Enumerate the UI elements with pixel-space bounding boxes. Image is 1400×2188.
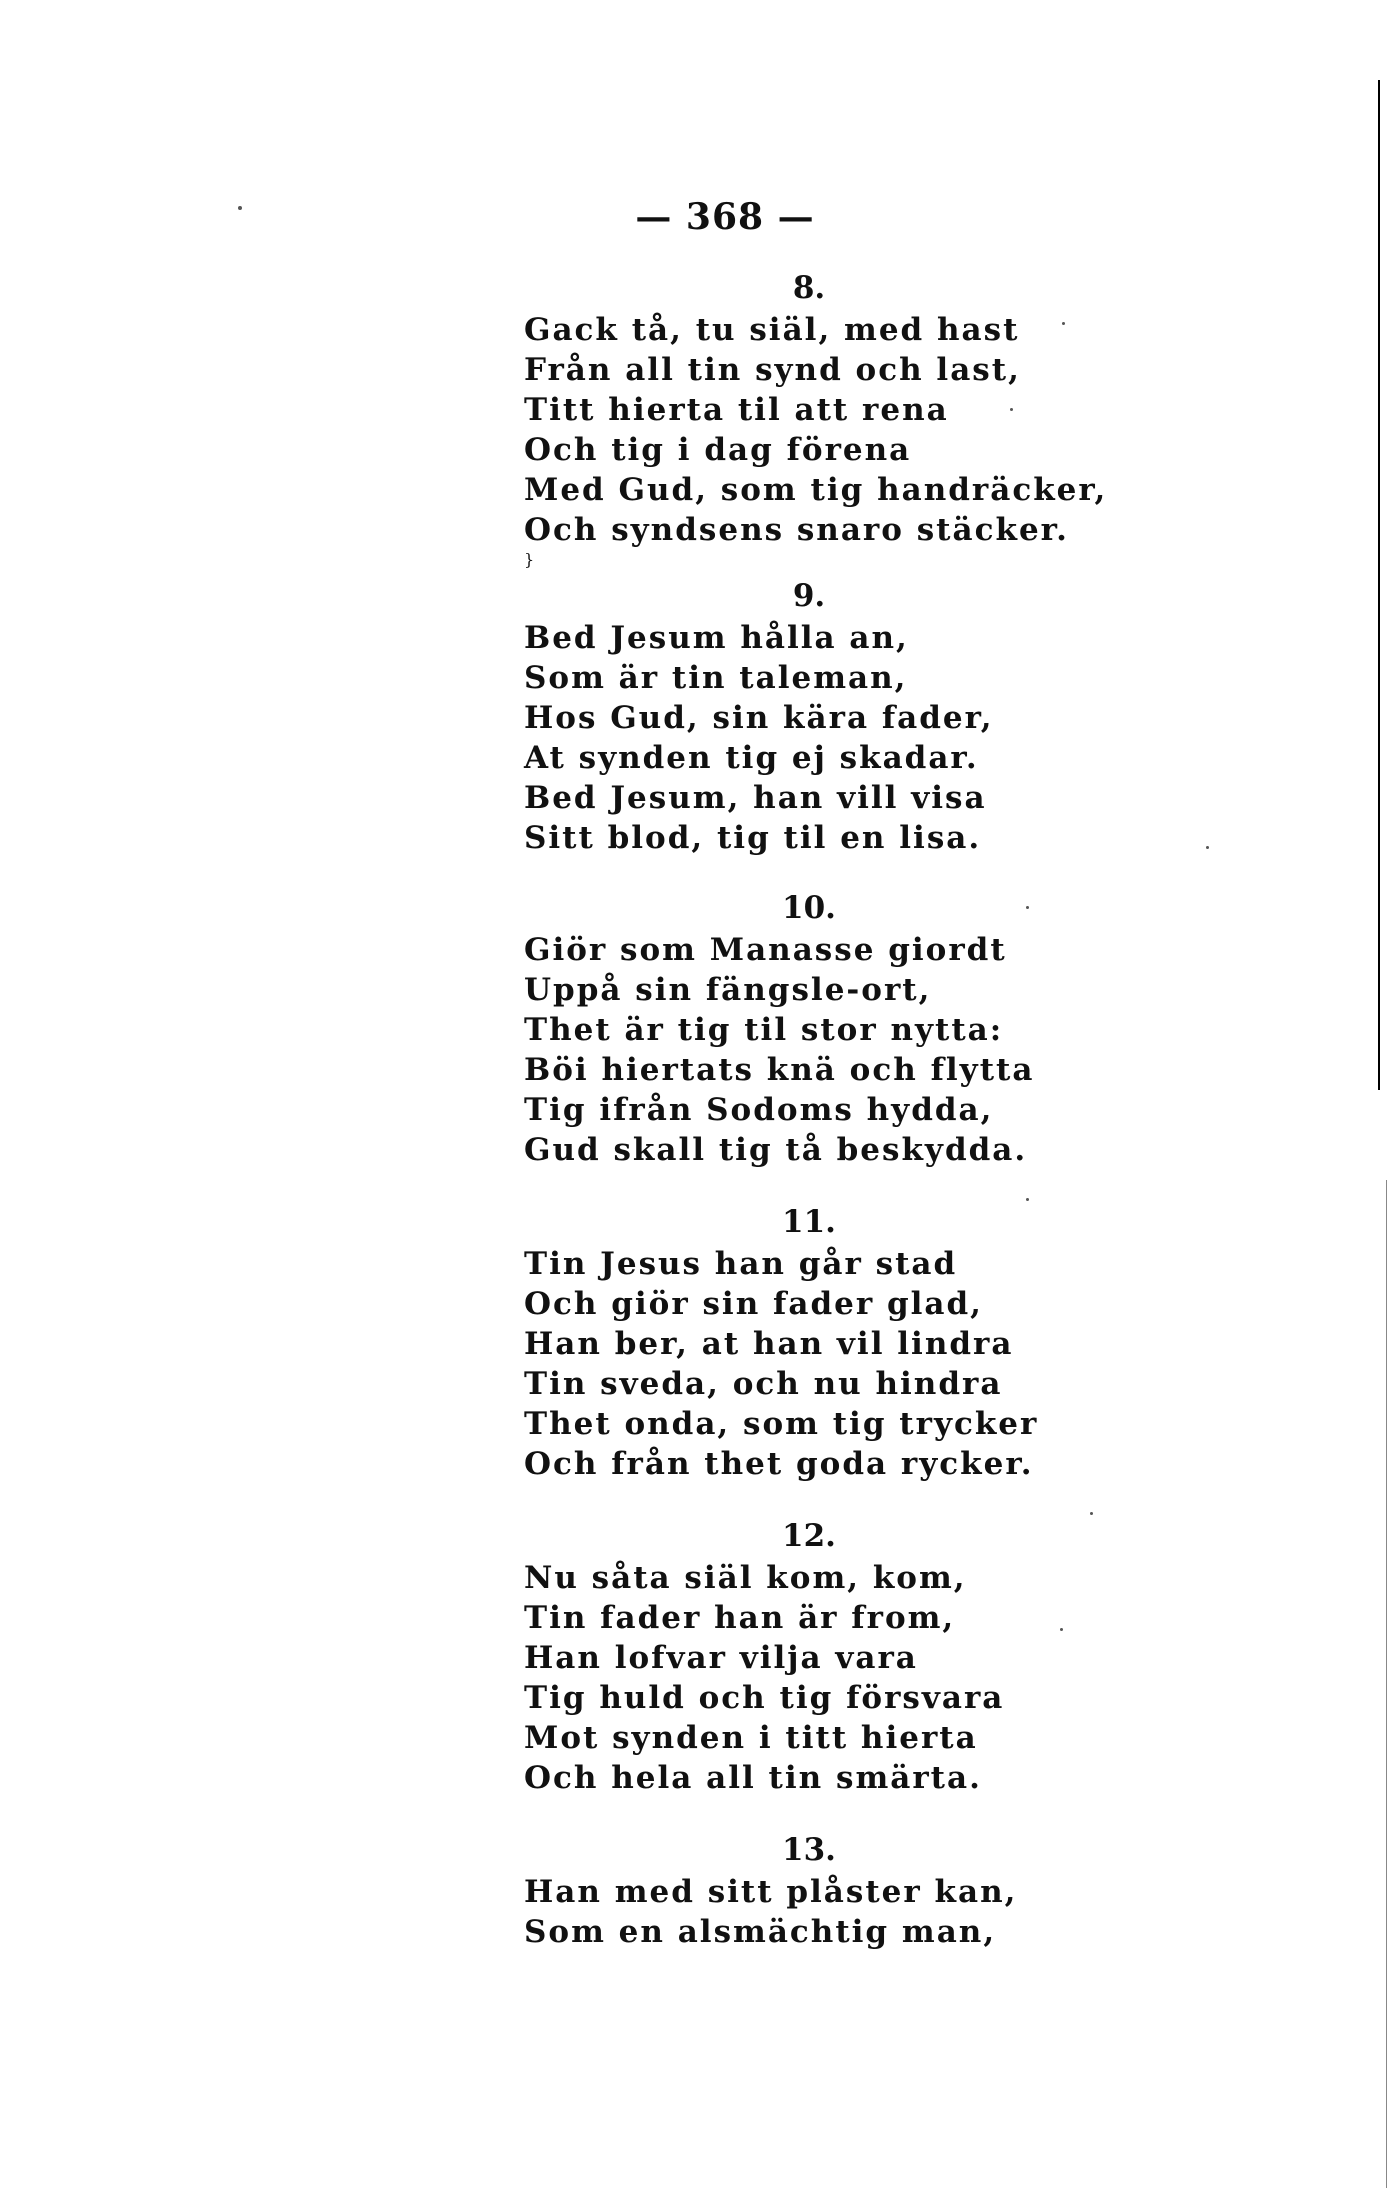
page-number: — 368 — (635, 196, 815, 238)
verse-line: Gack tå, tu siäl, med hast (524, 312, 1020, 348)
stanza-lines (524, 1872, 1017, 1952)
verse-line: Från all tin synd och last, (524, 352, 1021, 388)
scan-speck (1206, 846, 1209, 849)
scan-speck (1010, 408, 1013, 411)
verse-line: Tig huld och tig försvara (524, 1680, 1005, 1716)
stanza-number: 11. (782, 1204, 836, 1240)
verse-line: Mot synden i titt hierta (524, 1720, 978, 1756)
stanza-lines: Gack tå, tu siäl, med hast Från all tin synd och last, Titt hierta til att rena Och tig i dag förena Med Gud, som tig handräcker, Och syndsens snaro stäcker. } (524, 312, 1108, 569)
stanza-number: 8. (792, 270, 826, 306)
scan-speck (1090, 1512, 1093, 1515)
stanza-lines (524, 618, 994, 858)
verse-line: Giör som Manasse giordt (524, 932, 1007, 968)
verse-line: Thet är tig til stor nytta: (524, 1012, 1004, 1048)
verse-line: At synden tig ej skadar. (524, 740, 979, 776)
verse-line: Tig ifrån Sodoms hydda, (524, 1092, 994, 1128)
verse-line: Tin fader han är from, (524, 1600, 956, 1636)
verse-line: Och tig i dag förena (524, 432, 912, 468)
scan-speck (1060, 1628, 1063, 1631)
stanza-number: 12. (782, 1518, 836, 1554)
verse-line: Böi hiertats knä och flytta (524, 1052, 1035, 1088)
verse-line: Som en alsmächtig man, (524, 1914, 997, 1950)
verse-line: Och syndsens snaro stäcker. (524, 512, 1069, 548)
stanza-number: 9. (792, 578, 826, 614)
verse-line: Hos Gud, sin kära fader, (524, 700, 994, 736)
verse-line: Och från thet goda rycker. (524, 1446, 1034, 1482)
stanza-number: 10. (782, 890, 836, 926)
verse-line: Han lofvar vilja vara (524, 1640, 918, 1676)
scan-speck (238, 206, 242, 210)
scan-speck (1062, 322, 1065, 325)
scan-speck (1026, 906, 1029, 909)
verse-line: Gud skall tig tå beskydda. (524, 1132, 1028, 1168)
verse-line: Thet onda, som tig trycker (524, 1406, 1039, 1442)
verse-line: Nu såta siäl kom, kom, (524, 1560, 967, 1596)
verse-line: Och giör sin fader glad, (524, 1286, 983, 1322)
scan-speck (1026, 1198, 1029, 1201)
verse-line: Uppå sin fängsle-ort, (524, 972, 932, 1008)
verse-line: Han med sitt plåster kan, (524, 1874, 1018, 1910)
verse-line: Tin Jesus han går stad (524, 1246, 958, 1282)
verse-line: Han ber, at han vil lindra (524, 1326, 1014, 1362)
verse-line: Titt hierta til att rena (524, 392, 949, 428)
stanza-lines (524, 1558, 1004, 1798)
verse-line: Med Gud, som tig handräcker, (524, 472, 1108, 508)
verse-line: Tin sveda, och nu hindra (524, 1366, 1003, 1402)
verse-line: Och hela all tin smärta. (524, 1760, 982, 1796)
stanza-lines (524, 1244, 1038, 1484)
verse-line: Som är tin taleman, (524, 660, 908, 696)
verse-line: Bed Jesum, han vill visa (524, 780, 987, 816)
stanza-number: 13. (782, 1832, 836, 1868)
verse-line: Sitt blod, tig til en lisa. (524, 820, 982, 856)
scan-edge-line (1386, 1180, 1387, 2188)
stanza-lines (524, 930, 1034, 1170)
verse-line: Bed Jesum hålla an, (524, 620, 909, 656)
scan-edge-line (1378, 80, 1380, 1090)
